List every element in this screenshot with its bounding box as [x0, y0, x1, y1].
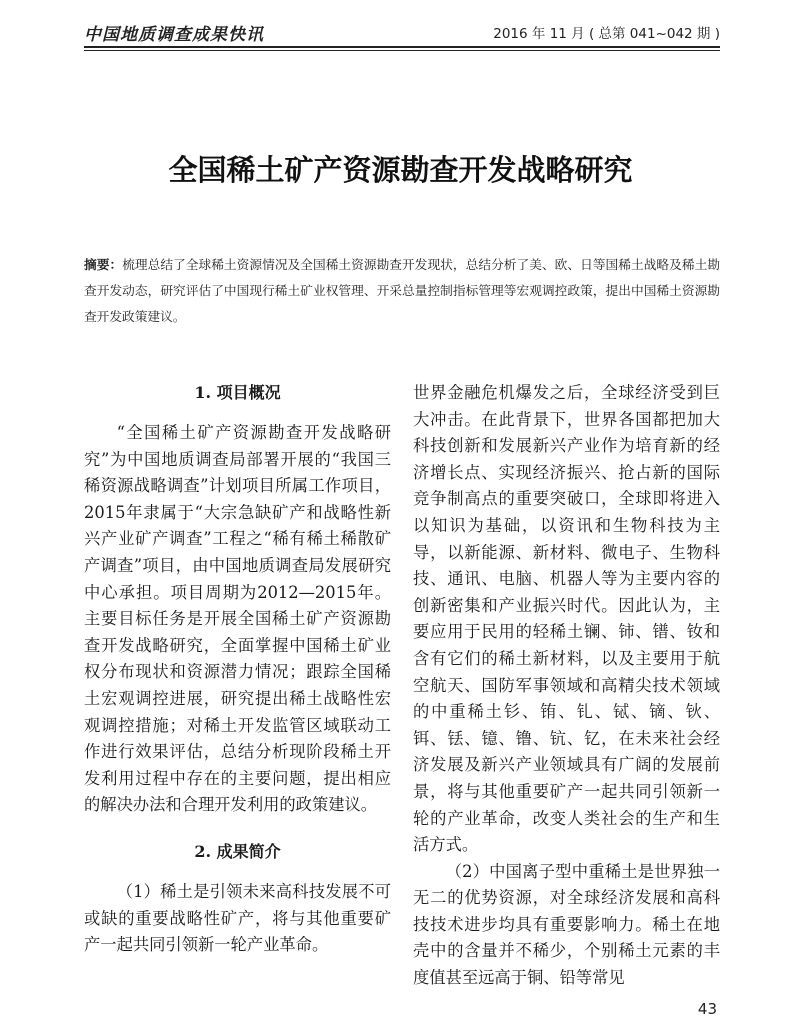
section-2-heading: 2. 成果简介: [194, 841, 281, 861]
section-1-heading: 1. 项目概况: [194, 383, 281, 402]
section-2-paragraph-1-start: （1）稀土是引领未来高科技发展不可或缺的重要战略性矿产，将与其他重要矿产一起共同引领新一轮产业革命。: [84, 881, 391, 955]
right-column: [413, 380, 720, 992]
header-rule-thin: [84, 50, 720, 51]
issue-info: 2016 年 11 月 ( 总第 041~042 期 ): [493, 26, 720, 42]
abstract-text: 梳理总结了全球稀土资源情况及全国稀土资源勘查开发现状，总结分析了美、欧、日等国稀土战略及稀土勘查开发动态，研究评估了中国现行稀土矿业权管理、开采总量控制指标管理等宏观调控政策，提出中国稀土资源勘查开发政策建议。: [84, 257, 721, 324]
abstract-label: 摘要：: [84, 257, 123, 272]
header-rule: [84, 46, 720, 48]
page-number: 43: [697, 1000, 717, 1018]
abstract: [84, 252, 720, 330]
left-column: [84, 380, 391, 959]
journal-name: 中国地质调查成果快讯: [84, 25, 264, 45]
article-title: 全国稀土矿产资源勘查开发战略研究: [168, 153, 633, 187]
section-2-paragraph-1-continued: 世界金融危机爆发之后，全球经济受到巨大冲击。在此背景下，世界各国都把加大科技创新和发展新兴产业作为培育新的经济增长点、实现经济振兴、抢占新的国际竞争制高点的重要突破口，全球即将进入以知识为基础，以资讯和生物科技为主导，以新能源、新材料、微电子、生物科技、通讯、电脑、机器人等为主要内容的创新密集和产业振兴时代。因此认为，主要应用于民用的轻稀土镧、铈、镨、钕和含有它们的稀土新材料，以及主要用于航空航天、国防军事领域和高精尖技术领域的中重稀土钐、铕、钆、铽、镝、钬、铒、铥、镱、镥、钪、钇，在未来社会经济发展及新兴产业领域具有广阔的发展前景，将与其他重要矿产一起共同引领新一轮的产业革命，改变人类社会的生产和生活方式。: [413, 383, 720, 855]
section-2-paragraph-2: （2）中国离子型中重稀土是世界独一无二的优势资源，对全球经济发展和高科技技术进步均具有重要影响力。稀土在地壳中的含量并不稀少，个别稀土元素的丰度值甚至远高于铜、铅等常见: [413, 861, 720, 988]
running-header: [84, 14, 720, 50]
section-1-paragraph: “全国稀土矿产资源勘查开发战略研究”为中国地质调查局部署开展的“我国三稀资源战略调查”计划项目所属工作项目，2015年隶属于“大宗急缺矿产和战略性新兴产业矿产调查”工程之“稀有稀土稀散矿产调查”项目，由中国地质调查局发展研究中心承担。项目周期为2012—2015年。主要目标任务是开展全国稀土矿产资源勘查开发战略研究，全面掌握中国稀土矿业权分布现状和资源潜力情况；跟踪全国稀土宏观调控进展，研究提出稀土战略性宏观调控措施；对稀土开发监管区域联动工作进行效果评估，总结分析现阶段稀土开发利用过程中存在的主要问题，提出相应的解决办法和合理开发利用的政策建议。: [84, 423, 391, 815]
